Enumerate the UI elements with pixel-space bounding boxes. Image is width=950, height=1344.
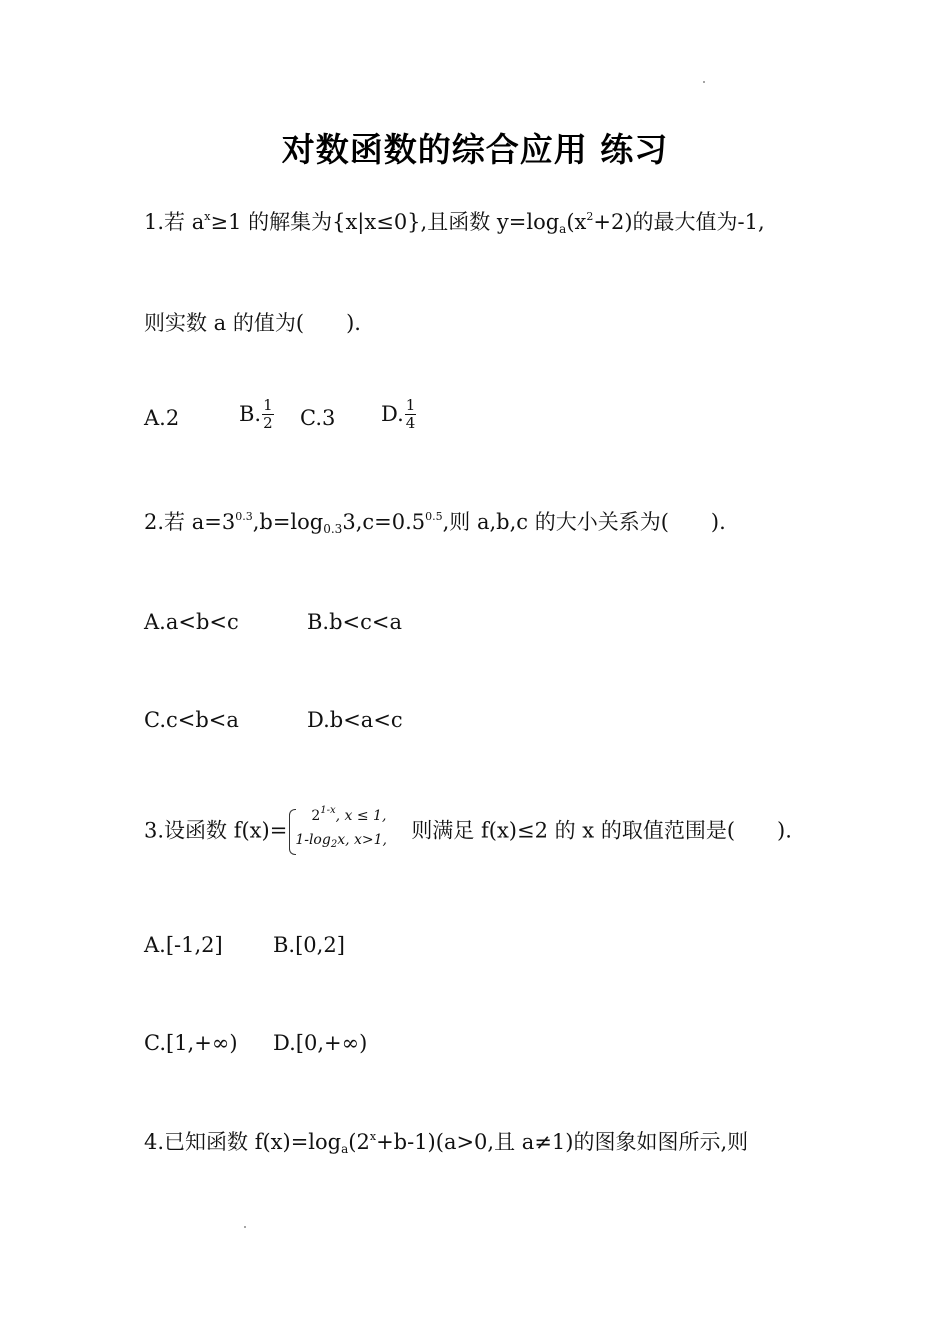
q2-option-a: A.a<b<c (144, 610, 239, 634)
fraction-numerator: 1 (263, 396, 273, 414)
q2-log-base: 0.3 (323, 522, 343, 536)
case-1-base: 2 (311, 808, 321, 824)
q3-option-d: D.[0,+∞) (273, 1031, 368, 1055)
q2-text-a: 2.若 a=3 (144, 510, 236, 534)
case-1-condition: , x ≤ 1, (335, 808, 387, 824)
q1-option-b (239, 397, 274, 432)
q2-option-b: B.b<c<a (307, 610, 403, 634)
fraction-numerator: 1 (405, 396, 416, 414)
q2-option-d: D.b<a<c (307, 708, 403, 732)
piecewise-case-1 (311, 805, 387, 824)
question-1-stem-line2: 则实数 a 的值为( ). (144, 311, 361, 335)
q1-text-d: +2)的最大值为-1, (593, 210, 765, 234)
case-2-log-base: 2 (330, 839, 338, 850)
q4-log-base: a (341, 1142, 349, 1156)
q2-text-d: ,则 a,b,c 的大小关系为( ). (442, 510, 726, 534)
piecewise-case-2 (295, 832, 387, 850)
q2-text-c: 3,c=0.5 (342, 510, 426, 534)
question-3-stem (144, 807, 792, 855)
q1-option-b-label: B. (239, 402, 262, 426)
fraction-denominator: 2 (263, 414, 273, 432)
question-2-stem (144, 510, 726, 536)
case-2-text-b: x, x>1, (337, 832, 387, 848)
page-title: 对数函数的综合应用 练习 (281, 130, 669, 169)
q4-exponent-x: x (369, 1130, 377, 1143)
q1-option-d (381, 397, 416, 432)
q3-option-b: B.[0,2] (273, 933, 345, 957)
question-4-stem (144, 1130, 749, 1156)
fraction-denominator: 4 (405, 414, 416, 432)
q1-option-d-fraction (405, 397, 417, 432)
question-1-stem (144, 210, 765, 236)
piecewise-function (289, 807, 411, 855)
q1-option-a: A.2 (144, 406, 180, 430)
q1-text-b: ≥1 的解集为{x|x≤0},且函数 y=log (210, 210, 560, 234)
q1-exponent-x: x (204, 210, 211, 223)
q2-exponent-1: 0.3 (235, 510, 253, 523)
q4-text-c: +b-1)(a>0,且 a≠1)的图象如图所示,则 (376, 1130, 749, 1154)
q1-text-c: (x (566, 210, 587, 234)
q2-text-b: ,b=log (252, 510, 324, 534)
q1-text-a: 若 a (164, 210, 205, 234)
question-number: 1. (144, 210, 165, 234)
q4-text-a: 4.已知函数 f(x)=log (144, 1130, 342, 1154)
q4-text-b: (2 (348, 1130, 370, 1154)
q1-exponent-2: 2 (586, 210, 594, 223)
q3-text-b: 则满足 f(x)≤2 的 x 的取值范围是( ). (411, 818, 792, 843)
case-1-exponent: 1-x (320, 805, 336, 816)
q3-option-c: C.[1,+∞) (144, 1031, 238, 1055)
q2-exponent-2: 0.5 (425, 510, 443, 523)
q1-log-base: a (559, 222, 567, 236)
q1-option-d-label: D. (381, 402, 404, 426)
q1-option-c: C.3 (300, 406, 336, 430)
scan-dot (244, 1226, 246, 1228)
q1-option-b-fraction (262, 397, 274, 432)
case-2-text-a: 1-log (295, 832, 331, 848)
q2-option-c: C.c<b<a (144, 708, 239, 732)
q3-text-a: 3.设函数 f(x)= (144, 818, 288, 843)
q3-option-a: A.[-1,2] (144, 933, 223, 957)
scan-dot (703, 81, 705, 83)
